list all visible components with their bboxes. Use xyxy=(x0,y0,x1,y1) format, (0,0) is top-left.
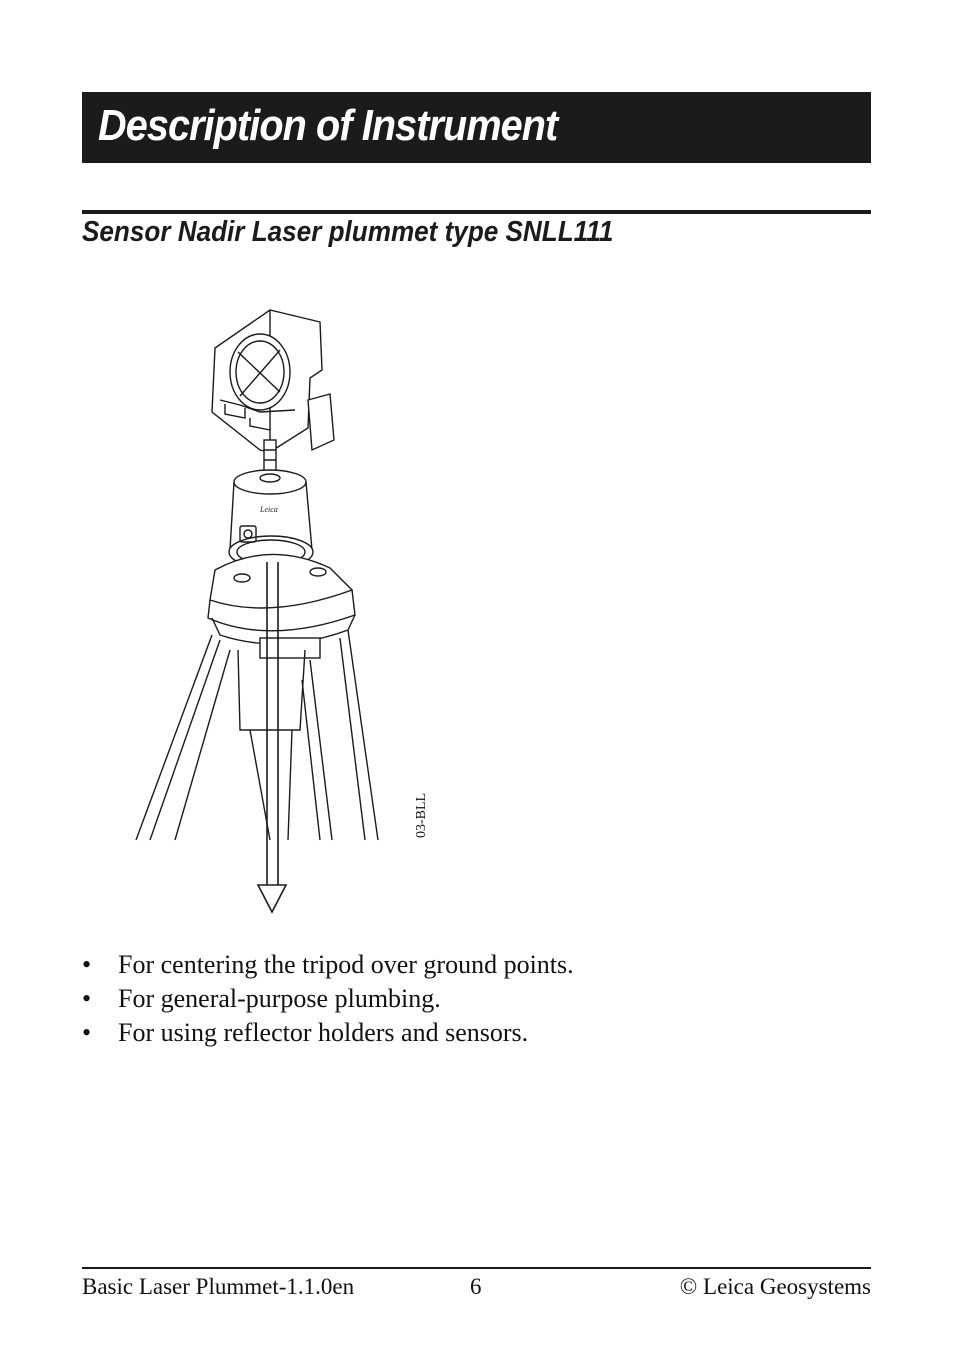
footer-document-name: Basic Laser Plummet-1.1.0en xyxy=(82,1274,355,1299)
laser-beam-arrow xyxy=(258,562,286,912)
list-item xyxy=(82,982,574,1016)
title-bar xyxy=(82,92,871,163)
reflector-prism-icon xyxy=(212,310,334,452)
footer-divider xyxy=(82,1267,871,1269)
list-item-text: For general-purpose plumbing. xyxy=(118,984,441,1013)
svg-text:Leica: Leica xyxy=(260,505,278,514)
figure-code xyxy=(408,790,448,850)
feature-list xyxy=(82,948,574,1050)
list-item-text: For using reflector holders and sensors. xyxy=(118,1018,529,1047)
list-item-text: For centering the tripod over ground points. xyxy=(118,950,574,979)
list-item xyxy=(82,948,574,982)
bullet-icon: • xyxy=(82,950,92,979)
section-title: Sensor Nadir Laser plummet type SNLL111 xyxy=(82,216,614,248)
tripod xyxy=(136,630,378,840)
page-number: 6 xyxy=(470,1274,482,1299)
figure-code-label: 03-BLL xyxy=(414,792,429,838)
laser-body xyxy=(229,470,313,568)
section-divider xyxy=(82,210,871,214)
tribrach xyxy=(208,554,355,658)
list-item xyxy=(82,1016,574,1050)
bullet-icon: • xyxy=(82,1018,92,1047)
page-title: Description of Instrument xyxy=(98,101,558,150)
footer-copyright: © Leica Geosystems xyxy=(679,1274,871,1299)
bullet-icon: • xyxy=(82,984,92,1013)
